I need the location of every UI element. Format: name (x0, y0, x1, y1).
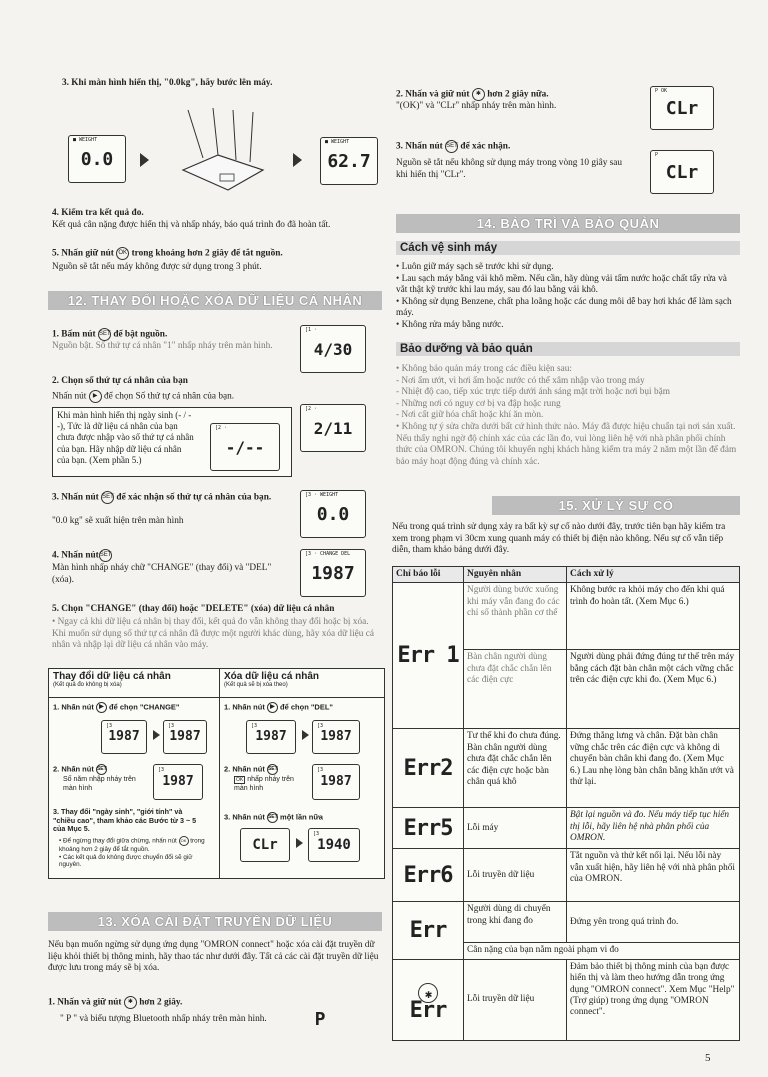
table-row (393, 959, 740, 1040)
th-indicator: Chỉ báo lỗi (393, 567, 464, 583)
set-button-icon: SET (96, 764, 107, 775)
lcd-clr-confirm: P CLr (650, 150, 714, 194)
note-text: Khi màn hình hiển thị ngày sinh (- / --), Tức là dữ liệu cá nhân của bạn chưa được nhập vào số thứ tự cá nhân của bạn. Hãy nhập dữ liệu cá nhân của bạn. (Xem phần 5.) (57, 410, 194, 465)
step-5-text: Nguồn sẽ tắt nếu máy không được sử dụng trong 3 phút. (52, 262, 262, 272)
set-button-icon: SET (445, 140, 458, 153)
storage-title: Bảo dưỡng và bảo quản (396, 342, 740, 356)
error-fix: Không bước ra khỏi máy cho đến khi quá trình đo hoàn tất. (Xem Mục 6.) (567, 583, 740, 650)
error-cause: Lỗi máy (464, 808, 567, 849)
bluetooth-button-icon: ✱ (124, 996, 137, 1009)
next-button-icon: ▶ (89, 390, 102, 403)
arrow-icon (140, 153, 149, 167)
set-button-icon: SET (267, 812, 278, 823)
error-cause: Lỗi truyền dữ liệu (464, 959, 567, 1040)
change-step3: 3. Thay đổi "ngày sinh", "giới tính" và "chiều cao", tham khảo các Bước từ 3 ~ 5 của Mục 5. (53, 807, 197, 833)
storage-item: - Những nơi có nguy cơ bị va đập hoặc rung (396, 398, 561, 409)
lcd-display-weight: ■ WEIGHT 62.7 (320, 137, 378, 185)
s12-step4: 4. Nhấn nútSET (52, 550, 112, 561)
delete-header: Xóa dữ liệu cá nhân (224, 671, 320, 682)
set-button-icon: SET (101, 491, 114, 504)
error-table (392, 566, 740, 1041)
lcd-1940: [3 1940 (308, 828, 360, 862)
storage-item: • Không bảo quản máy trong các điều kiện sau: (396, 364, 572, 374)
error-fix: Đứng yên trong quá trình đo. (567, 902, 740, 943)
bluetooth-button-icon: ✱ (472, 88, 485, 101)
delete-step3: 3. Nhấn nút SET một lần nữa (224, 812, 323, 822)
page-number: 5 (705, 1052, 711, 1064)
error-fix: Đảm bảo thiết bị thông minh của bạn được hiển thị và làm theo hướng dẫn trong ứng dụng "OMRON connect". Xem Mục "Help" (Trợ giúp) trong ứng dụng "OMRON connect". (567, 959, 740, 1040)
error-code: Err (409, 998, 447, 1024)
step-5-title: 5. Nhấn giữ nút OK trong khoảng hơn 2 giây để tắt nguồn. (52, 248, 283, 259)
error-cause: Tư thế khi đo chưa đúng. Bàn chân người dùng chưa đặt chắc chắn lên các điện cực hoặc bàn chân quá khô (464, 729, 567, 808)
error-fix: Tắt nguồn và thử kết nối lại. Nếu lỗi này vẫn xuất hiện, hãy liên hệ với nhà phân phối của OMRON. (567, 849, 740, 902)
lcd-zero-2: [3 · WEIGHT 0.0 (300, 490, 366, 538)
error-code-bluetooth (393, 959, 464, 1040)
next-button-icon: ▶ (267, 702, 278, 713)
change-step1: 1. Nhấn nút ▶ để chọn "CHANGE" (53, 702, 180, 712)
error-cause: Bàn chân người dùng chưa đặt chắc chắn lên các điện cực (464, 650, 567, 729)
storage-list (396, 364, 740, 468)
s12-step1: 1. Bấm nút SET để bật nguồn. (52, 329, 168, 340)
cleaning-item: • Không rửa máy bằng nước. (396, 319, 504, 330)
step-4-title: 4. Kiểm tra kết quả đo. (52, 208, 144, 218)
error-code: Err5 (393, 808, 464, 849)
r-step3: 3. Nhấn nút SET để xác nhận. (396, 141, 511, 152)
section-14-banner: 14. BẢO TRÌ VÀ BẢO QUẢN (396, 214, 740, 233)
error-fix: Người dùng phải đứng đúng tư thế trên máy bằng cách đặt bàn chân một cách vững chắc trên các điện cực khi đo. (Xem Mục 6.) (567, 650, 740, 729)
s13-intro: Nếu bạn muốn ngừng sử dụng ứng dụng "OMRON connect" hoặc xóa cài đặt truyền dữ liệu khỏi thiết bị thông minh, hãy thao tác như dưới đây. Tất cả các cài đặt truyền dữ liệu được lưu trong máy sẽ bị xóa. (48, 940, 379, 974)
s12-step5-text: • Ngay cả khi dữ liệu cá nhân bị thay đổi, kết quả đo vẫn không thay đổi hoặc bị xóa. Khi muốn sử dụng số thứ tự cá nhân đã được một người khác dùng, hãy xóa dữ liệu cá nhân và nhập lại dữ liệu cá nhân vào máy. (52, 617, 375, 651)
scale-feet-illustration (158, 100, 278, 200)
storage-item: • Không tự ý sửa chữa dưới bất cứ hình thức nào. Máy đã được hiệu chuẩn tại nơi sản xuất. Nếu thấy nghi ngờ độ chính xác của các lần đo, vui lòng liên hệ với nhà phân phối chính thức của OMRON. Chúng tôi khuyến nghị khách hàng kiểm tra máy 2 năm một lần để đảm bảo máy hoạt động đúng và chính xác. (396, 421, 737, 467)
lcd-date-1: [1 · 4/30 (300, 325, 366, 373)
s12-step4-text: Màn hình nhấp nháy chữ "CHANGE" (thay đổi) và "DEL" (xóa). (52, 563, 272, 585)
power-button-icon: OK (179, 836, 189, 846)
table-row (393, 849, 740, 902)
th-remedy: Cách xử lý (567, 567, 740, 583)
section-12-banner: 12. THAY ĐỔI HOẶC XÓA DỮ LIỆU CÁ NHÂN (48, 291, 382, 310)
error-code: Err 1 (393, 583, 464, 729)
lcd-del-a: [3 1987 (246, 720, 296, 754)
lcd-change: [3 · CHANGE DEL 1987 (300, 549, 366, 597)
change-step3-notes: • Để ngừng thay đổi giữa chừng, nhấn nút OK trong khoảng hơn 2 giây để tắt nguồn. • Các kết quả đo không được chuyển đổi sẽ giữ nguyên. (59, 837, 205, 868)
r-step2-text: "(OK)" và "CLr" nhấp nháy trên màn hình. (396, 101, 557, 111)
delete-header-sub: (Kết quả sẽ bị xóa theo) (224, 682, 288, 688)
set-button-icon: SET (267, 764, 278, 775)
storage-item: - Nơi cất giữ hóa chất hoặc khí ăn mòn. (396, 410, 544, 421)
lcd-year-c: [3 1987 (153, 764, 203, 800)
lcd-clr: CLr (240, 828, 290, 862)
error-cause: Cân nặng của bạn nằm ngoài phạm vi đo (464, 943, 740, 959)
arrow-icon (296, 838, 303, 848)
s12-step3: 3. Nhấn nút SET để xác nhận số thứ tự cá nhân của bạn. (52, 492, 272, 503)
set-button-icon: SET (98, 328, 111, 341)
set-button-icon: SET (99, 549, 112, 562)
step-3-title: 3. Khi màn hình hiển thị, "0.0kg", hãy bước lên máy. (62, 78, 273, 88)
error-fix: Bật lại nguồn và đo. Nếu máy tiếp tục hiển thị lỗi, hãy liên hệ nhà phân phối của OMRON. (567, 808, 740, 849)
s12-step1-text: Nguồn bật. Số thứ tự cá nhân "1" nhấp nháy trên màn hình. (52, 341, 273, 351)
step-4-text: Kết quả cân nặng được hiển thị và nhấp nháy, báo quá trình đo đã hoàn tất. (52, 220, 331, 230)
s12-step2-text: Nhấn nút ▶ để chọn Số thứ tự cá nhân của bạn. (52, 391, 235, 402)
error-code: Err (393, 902, 464, 959)
error-cause: Người dùng di chuyển trong khi đang đo (464, 902, 567, 943)
cleaning-item: • Lau sạch máy bằng vải khô mềm. Nếu cần, hãy dùng vải tẩm nước hoặc chất tẩy rửa và vắt thật kỹ trước khi lau máy, sau đó lau bằng vải khô. (396, 273, 727, 296)
s15-intro: Nếu trong quá trình sử dụng xảy ra bất kỳ sự cố nào dưới đây, trước tiên bạn hãy kiểm tra xem trong phạm vi 30cm xung quanh máy có thiết bị điện nào không. Nếu sự cố vẫn tiếp diễn, tham khảo bảng dưới đây. (392, 522, 726, 556)
lcd-empty-date: [2 · -/-- (210, 423, 280, 471)
lcd-date-2: [2 · 2/11 (300, 404, 366, 452)
arrow-icon (293, 153, 302, 167)
lcd-year-b: [3 1987 (163, 720, 207, 754)
error-cause: Lỗi truyền dữ liệu (464, 849, 567, 902)
error-code: Err2 (393, 729, 464, 808)
change-header-sub: (Kết quả đo không bị xóa) (53, 682, 122, 688)
storage-item: - Nơi ẩm ướt, vì hơi ẩm hoặc nước có thể xâm nhập vào trong máy (396, 375, 645, 386)
s13-step1: 1. Nhấn và giữ nút ✱ hơn 2 giây. (48, 997, 183, 1008)
error-table-header (393, 567, 740, 583)
cleaning-title: Cách vệ sinh máy (396, 241, 740, 255)
change-step2-text: Số năm nhập nháy trên màn hình (63, 776, 136, 792)
cleaning-list (396, 262, 740, 332)
table-row (393, 902, 740, 943)
lcd-pairing-p: P (314, 1008, 326, 1030)
change-step2: 2. Nhấn nút SET (53, 764, 107, 774)
error-code: Err6 (393, 849, 464, 902)
r-step3-text: Nguồn sẽ tắt nếu không sử dụng máy trong vòng 10 giây sau khi hiển thị "CLr". (396, 158, 623, 180)
lcd-del-c: [3 1987 (312, 764, 360, 800)
th-cause: Nguyên nhân (464, 567, 567, 583)
table-row (393, 808, 740, 849)
next-button-icon: ▶ (96, 702, 107, 713)
table-row (393, 729, 740, 808)
delete-step2: 2. Nhấn nút SET (224, 764, 278, 774)
cleaning-item: • Không sử dụng Benzene, chất pha loãng hoặc các dung môi dễ bay hơi khác để làm sạch máy. (396, 296, 732, 319)
lcd-del-b: [3 1987 (312, 720, 360, 754)
delete-step1: 1. Nhấn nút ▶ để chọn "DEL" (224, 702, 333, 712)
power-button-icon: OK (116, 247, 129, 260)
bluetooth-icon: ✱ (418, 983, 438, 1003)
change-header: Thay đổi dữ liệu cá nhân (53, 671, 171, 682)
section-13-banner: 13. XÓA CÀI ĐẶT TRUYỀN DỮ LIỆU (48, 912, 382, 931)
arrow-icon (153, 730, 160, 740)
cleaning-item: • Luôn giữ máy sạch sẽ trước khi sử dụng. (396, 262, 554, 272)
lcd-clr-blink: P OK CLr (650, 86, 714, 130)
lcd-display-zero: ■ WEIGHT 0.0 (68, 135, 126, 183)
lcd-year-a: [3 1987 (101, 720, 147, 754)
s13-step1-text: " P " và biểu tượng Bluetooth nhấp nháy trên màn hình. (60, 1014, 267, 1024)
s12-step3-text: "0.0 kg" sẽ xuất hiện trên màn hình (52, 516, 184, 526)
delete-step2-text: OK nhấp nháy trên màn hình (234, 776, 294, 792)
table-row (393, 583, 740, 650)
r-step2: 2. Nhấn và giữ nút ✱ hơn 2 giây nữa. (396, 89, 549, 100)
s12-step5: 5. Chọn "CHANGE" (thay đổi) hoặc "DELETE" (xóa) dữ liệu cá nhân (52, 604, 335, 614)
s12-step2: 2. Chọn số thứ tự cá nhân của bạn (52, 376, 188, 386)
storage-item: - Nhiệt độ cao, tiếp xúc trực tiếp dưới ánh sáng mặt trời hoặc nơi bụi bặm (396, 387, 670, 398)
change-delete-table (48, 668, 385, 876)
error-fix: Đứng thẳng lưng và chân. Đặt bàn chân vững chắc trên các điện cực và không di chuyển bàn chân khi đang đo. (Xem Mục 6.) Lau nhẹ lòng bàn chân bằng khăn ướt và thử lại. (567, 729, 740, 808)
arrow-icon (302, 730, 309, 740)
error-cause: Người dùng bước xuống khi máy vẫn đang đo các chỉ số thành phần cơ thể (464, 583, 567, 650)
section-15-banner: 15. XỬ LÝ SỰ CỐ (492, 496, 740, 515)
